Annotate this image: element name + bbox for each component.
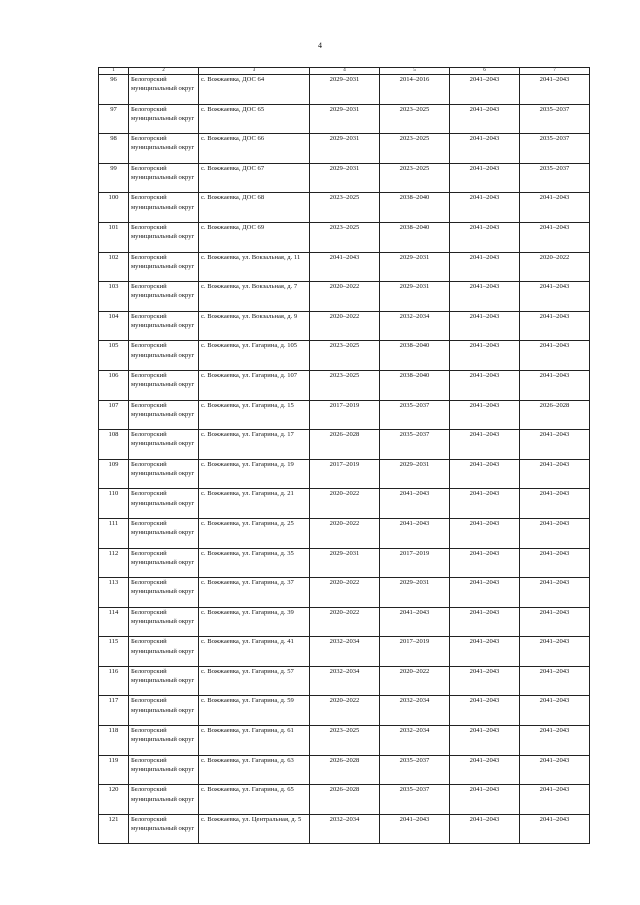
district-cell: Белогорский муниципальный округ	[129, 785, 199, 815]
period-cell: 2041–2043	[450, 430, 520, 460]
period-cell: 2041–2043	[450, 104, 520, 134]
district-cell: Белогорский муниципальный округ	[129, 430, 199, 460]
address-cell: с. Вожжаевка, ул. Гагарина, д. 15	[199, 400, 310, 430]
row-number-cell: 102	[99, 252, 129, 282]
period-cell: 2041–2043	[450, 370, 520, 400]
table-row	[99, 489, 590, 519]
column-number-header: 5	[380, 68, 450, 75]
period-cell: 2041–2043	[450, 311, 520, 341]
table-row	[99, 785, 590, 815]
period-cell: 2014–2016	[380, 75, 450, 105]
address-cell: с. Вожжаевка, ул. Гагарина, д. 35	[199, 548, 310, 578]
period-cell: 2023–2025	[310, 726, 380, 756]
address-cell: с. Вожжаевка, ул. Гагарина, д. 17	[199, 430, 310, 460]
district-cell: Белогорский муниципальный округ	[129, 459, 199, 489]
address-cell: с. Вожжаевка, ул. Гагарина, д. 21	[199, 489, 310, 519]
period-cell: 2023–2025	[310, 370, 380, 400]
row-number-cell: 121	[99, 814, 129, 844]
period-cell: 2020–2022	[310, 311, 380, 341]
table-row	[99, 222, 590, 252]
period-cell: 2038–2040	[380, 341, 450, 371]
row-number-cell: 106	[99, 370, 129, 400]
address-cell: с. Вожжаевка, ул. Гагарина, д. 39	[199, 607, 310, 637]
address-cell: с. Вожжаевка, ДОС 68	[199, 193, 310, 223]
district-cell: Белогорский муниципальный округ	[129, 252, 199, 282]
row-number-cell: 101	[99, 222, 129, 252]
period-cell: 2041–2043	[520, 459, 590, 489]
address-cell: с. Вожжаевка, ДОС 66	[199, 134, 310, 164]
period-cell: 2032–2034	[380, 311, 450, 341]
period-cell: 2020–2022	[310, 696, 380, 726]
district-cell: Белогорский муниципальный округ	[129, 696, 199, 726]
period-cell: 2041–2043	[520, 222, 590, 252]
table-row	[99, 666, 590, 696]
district-cell: Белогорский муниципальный округ	[129, 222, 199, 252]
period-cell: 2041–2043	[520, 370, 590, 400]
period-cell: 2023–2025	[310, 193, 380, 223]
period-cell: 2041–2043	[520, 814, 590, 844]
period-cell: 2020–2022	[310, 607, 380, 637]
period-cell: 2029–2031	[310, 548, 380, 578]
table-row	[99, 104, 590, 134]
address-cell: с. Вожжаевка, ул. Гагарина, д. 19	[199, 459, 310, 489]
period-cell: 2029–2031	[380, 252, 450, 282]
table-row	[99, 430, 590, 460]
table-row	[99, 370, 590, 400]
period-cell: 2023–2025	[310, 341, 380, 371]
row-number-cell: 96	[99, 75, 129, 105]
period-cell: 2032–2034	[310, 637, 380, 667]
district-cell: Белогорский муниципальный округ	[129, 370, 199, 400]
period-cell: 2041–2043	[520, 282, 590, 312]
district-cell: Белогорский муниципальный округ	[129, 163, 199, 193]
table-row	[99, 726, 590, 756]
period-cell: 2017–2019	[310, 459, 380, 489]
table-row	[99, 755, 590, 785]
period-cell: 2041–2043	[520, 755, 590, 785]
period-cell: 2029–2031	[310, 75, 380, 105]
period-cell: 2041–2043	[520, 666, 590, 696]
table-row	[99, 163, 590, 193]
column-number-header: 1	[99, 68, 129, 75]
period-cell: 2041–2043	[520, 696, 590, 726]
row-number-cell: 103	[99, 282, 129, 312]
table-row	[99, 578, 590, 608]
district-cell: Белогорский муниципальный округ	[129, 637, 199, 667]
district-cell: Белогорский муниципальный округ	[129, 607, 199, 637]
period-cell: 2041–2043	[450, 400, 520, 430]
period-cell: 2017–2019	[380, 637, 450, 667]
address-cell: с. Вожжаевка, ул. Гагарина, д. 57	[199, 666, 310, 696]
district-cell: Белогорский муниципальный округ	[129, 282, 199, 312]
address-cell: с. Вожжаевка, ул. Вокзальная, д. 7	[199, 282, 310, 312]
period-cell: 2041–2043	[520, 548, 590, 578]
row-number-cell: 111	[99, 518, 129, 548]
district-cell: Белогорский муниципальный округ	[129, 578, 199, 608]
period-cell: 2041–2043	[520, 489, 590, 519]
table-row	[99, 518, 590, 548]
period-cell: 2041–2043	[520, 75, 590, 105]
address-cell: с. Вожжаевка, ул. Гагарина, д. 41	[199, 637, 310, 667]
district-cell: Белогорский муниципальный округ	[129, 548, 199, 578]
address-cell: с. Вожжаевка, ул. Вокзальная, д. 11	[199, 252, 310, 282]
period-cell: 2041–2043	[450, 637, 520, 667]
address-cell: с. Вожжаевка, ул. Гагарина, д. 65	[199, 785, 310, 815]
period-cell: 2023–2025	[380, 134, 450, 164]
district-cell: Белогорский муниципальный округ	[129, 193, 199, 223]
period-cell: 2041–2043	[450, 163, 520, 193]
table-row	[99, 341, 590, 371]
period-cell: 2029–2031	[380, 578, 450, 608]
period-cell: 2041–2043	[450, 726, 520, 756]
period-cell: 2041–2043	[450, 548, 520, 578]
column-number-header: 2	[129, 68, 199, 75]
page-number: 4	[318, 41, 322, 50]
row-number-cell: 99	[99, 163, 129, 193]
table-row	[99, 252, 590, 282]
district-cell: Белогорский муниципальный округ	[129, 814, 199, 844]
period-cell: 2026–2028	[310, 785, 380, 815]
table-row	[99, 311, 590, 341]
row-number-cell: 112	[99, 548, 129, 578]
row-number-cell: 100	[99, 193, 129, 223]
period-cell: 2041–2043	[380, 814, 450, 844]
table-row	[99, 75, 590, 105]
period-cell: 2041–2043	[520, 637, 590, 667]
district-cell: Белогорский муниципальный округ	[129, 666, 199, 696]
row-number-cell: 108	[99, 430, 129, 460]
period-cell: 2041–2043	[520, 785, 590, 815]
period-cell: 2029–2031	[380, 282, 450, 312]
table-row	[99, 134, 590, 164]
district-cell: Белогорский муниципальный округ	[129, 726, 199, 756]
row-number-cell: 104	[99, 311, 129, 341]
period-cell: 2041–2043	[450, 222, 520, 252]
row-number-cell: 98	[99, 134, 129, 164]
period-cell: 2029–2031	[310, 134, 380, 164]
row-number-cell: 105	[99, 341, 129, 371]
row-number-cell: 107	[99, 400, 129, 430]
period-cell: 2041–2043	[450, 578, 520, 608]
period-cell: 2026–2028	[310, 430, 380, 460]
period-cell: 2020–2022	[310, 518, 380, 548]
row-number-cell: 115	[99, 637, 129, 667]
row-number-cell: 116	[99, 666, 129, 696]
period-cell: 2026–2028	[520, 400, 590, 430]
schedule-table	[98, 67, 590, 844]
table-row	[99, 193, 590, 223]
district-cell: Белогорский муниципальный округ	[129, 134, 199, 164]
period-cell: 2041–2043	[450, 696, 520, 726]
district-cell: Белогорский муниципальный округ	[129, 75, 199, 105]
period-cell: 2032–2034	[310, 666, 380, 696]
period-cell: 2023–2025	[380, 104, 450, 134]
period-cell: 2035–2037	[380, 785, 450, 815]
district-cell: Белогорский муниципальный округ	[129, 341, 199, 371]
district-cell: Белогорский муниципальный округ	[129, 755, 199, 785]
period-cell: 2032–2034	[380, 726, 450, 756]
address-cell: с. Вожжаевка, ул. Вокзальная, д. 9	[199, 311, 310, 341]
row-number-cell: 113	[99, 578, 129, 608]
period-cell: 2041–2043	[520, 518, 590, 548]
period-cell: 2026–2028	[310, 755, 380, 785]
table-header-row	[99, 68, 590, 75]
period-cell: 2041–2043	[450, 282, 520, 312]
period-cell: 2041–2043	[380, 518, 450, 548]
row-number-cell: 97	[99, 104, 129, 134]
district-cell: Белогорский муниципальный округ	[129, 400, 199, 430]
period-cell: 2041–2043	[450, 193, 520, 223]
table-row	[99, 400, 590, 430]
address-cell: с. Вожжаевка, ул. Гагарина, д. 61	[199, 726, 310, 756]
period-cell: 2035–2037	[520, 104, 590, 134]
row-number-cell: 114	[99, 607, 129, 637]
address-cell: с. Вожжаевка, ДОС 67	[199, 163, 310, 193]
period-cell: 2041–2043	[520, 341, 590, 371]
period-cell: 2041–2043	[450, 252, 520, 282]
period-cell: 2038–2040	[380, 222, 450, 252]
table-row	[99, 282, 590, 312]
row-number-cell: 117	[99, 696, 129, 726]
period-cell: 2041–2043	[450, 666, 520, 696]
period-cell: 2041–2043	[520, 193, 590, 223]
period-cell: 2041–2043	[450, 785, 520, 815]
period-cell: 2041–2043	[310, 252, 380, 282]
period-cell: 2041–2043	[520, 607, 590, 637]
period-cell: 2041–2043	[520, 726, 590, 756]
district-cell: Белогорский муниципальный округ	[129, 489, 199, 519]
address-cell: с. Вожжаевка, ул. Центральная, д. 5	[199, 814, 310, 844]
column-number-header: 4	[310, 68, 380, 75]
period-cell: 2035–2037	[380, 755, 450, 785]
district-cell: Белогорский муниципальный округ	[129, 311, 199, 341]
period-cell: 2029–2031	[310, 163, 380, 193]
period-cell: 2029–2031	[380, 459, 450, 489]
column-number-header: 6	[450, 68, 520, 75]
period-cell: 2038–2040	[380, 193, 450, 223]
district-cell: Белогорский муниципальный округ	[129, 518, 199, 548]
period-cell: 2035–2037	[520, 163, 590, 193]
table-row	[99, 459, 590, 489]
period-cell: 2041–2043	[450, 341, 520, 371]
address-cell: с. Вожжаевка, ул. Гагарина, д. 37	[199, 578, 310, 608]
table-row	[99, 607, 590, 637]
row-number-cell: 119	[99, 755, 129, 785]
period-cell: 2023–2025	[310, 222, 380, 252]
period-cell: 2035–2037	[520, 134, 590, 164]
period-cell: 2041–2043	[520, 430, 590, 460]
address-cell: с. Вожжаевка, ул. Гагарина, д. 59	[199, 696, 310, 726]
period-cell: 2020–2022	[310, 578, 380, 608]
row-number-cell: 120	[99, 785, 129, 815]
period-cell: 2041–2043	[450, 459, 520, 489]
period-cell: 2041–2043	[450, 755, 520, 785]
row-number-cell: 118	[99, 726, 129, 756]
period-cell: 2041–2043	[450, 75, 520, 105]
address-cell: с. Вожжаевка, ДОС 64	[199, 75, 310, 105]
column-number-header: 7	[520, 68, 590, 75]
period-cell: 2035–2037	[380, 400, 450, 430]
period-cell: 2017–2019	[310, 400, 380, 430]
column-number-header: 3	[199, 68, 310, 75]
period-cell: 2041–2043	[380, 607, 450, 637]
period-cell: 2038–2040	[380, 370, 450, 400]
period-cell: 2041–2043	[450, 134, 520, 164]
address-cell: с. Вожжаевка, ДОС 69	[199, 222, 310, 252]
row-number-cell: 110	[99, 489, 129, 519]
period-cell: 2023–2025	[380, 163, 450, 193]
period-cell: 2020–2022	[310, 282, 380, 312]
period-cell: 2032–2034	[380, 696, 450, 726]
period-cell: 2041–2043	[450, 489, 520, 519]
period-cell: 2041–2043	[380, 489, 450, 519]
period-cell: 2041–2043	[520, 578, 590, 608]
district-cell: Белогорский муниципальный округ	[129, 104, 199, 134]
address-cell: с. Вожжаевка, ул. Гагарина, д. 105	[199, 341, 310, 371]
address-cell: с. Вожжаевка, ДОС 65	[199, 104, 310, 134]
table-row	[99, 696, 590, 726]
table-row	[99, 637, 590, 667]
period-cell: 2020–2022	[520, 252, 590, 282]
period-cell: 2041–2043	[450, 518, 520, 548]
table-row	[99, 814, 590, 844]
address-cell: с. Вожжаевка, ул. Гагарина, д. 25	[199, 518, 310, 548]
period-cell: 2035–2037	[380, 430, 450, 460]
address-cell: с. Вожжаевка, ул. Гагарина, д. 107	[199, 370, 310, 400]
period-cell: 2041–2043	[450, 814, 520, 844]
period-cell: 2017–2019	[380, 548, 450, 578]
address-cell: с. Вожжаевка, ул. Гагарина, д. 63	[199, 755, 310, 785]
table-row	[99, 548, 590, 578]
period-cell: 2029–2031	[310, 104, 380, 134]
period-cell: 2041–2043	[520, 311, 590, 341]
period-cell: 2020–2022	[380, 666, 450, 696]
period-cell: 2041–2043	[450, 607, 520, 637]
period-cell: 2032–2034	[310, 814, 380, 844]
row-number-cell: 109	[99, 459, 129, 489]
period-cell: 2020–2022	[310, 489, 380, 519]
